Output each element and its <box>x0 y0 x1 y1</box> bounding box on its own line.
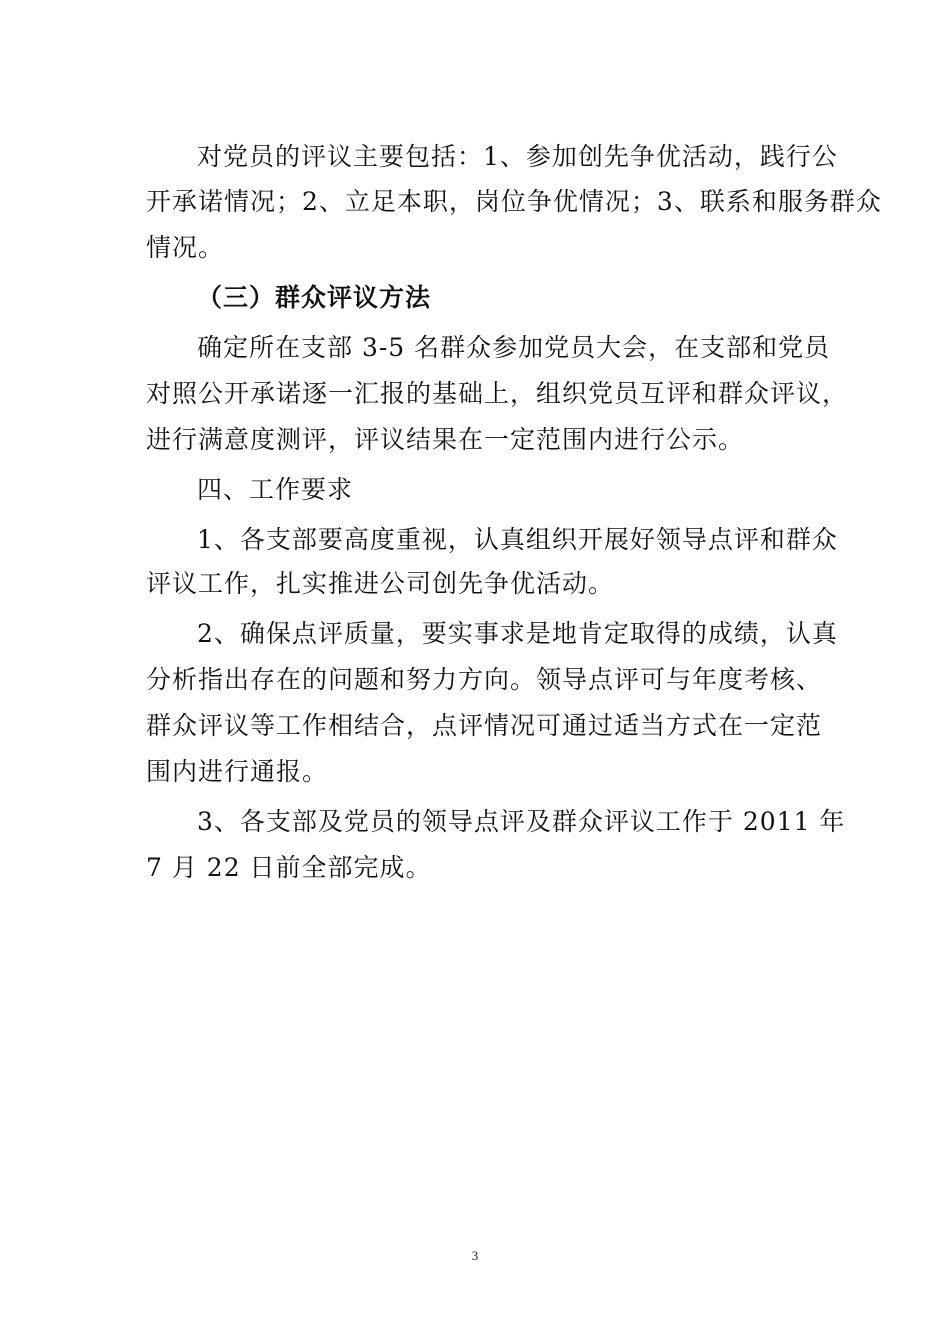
requirement-2-line-1: 2、确保点评质量，要实事求是地肯定取得的成绩，认真 <box>197 619 838 648</box>
requirement-2-line-3: 群众评议等工作相结合，点评情况可通过适当方式在一定范 <box>146 711 823 740</box>
requirement-3-line-2: 7 月 22 日前全部完成。 <box>146 853 432 882</box>
paragraph-method-line-2: 对照公开承诺逐一汇报的基础上，组织党员互评和群众评议， <box>146 379 849 408</box>
paragraph-method-line-1: 确定所在支部 3-5 名群众参加党员大会，在支部和党员 <box>197 333 831 362</box>
section-heading-work-requirements: 四、工作要求 <box>197 475 354 504</box>
section-heading-mass-evaluation-method: （三）群众评议方法 <box>197 283 432 312</box>
paragraph-evaluation-content-line-2: 开承诺情况；2、立足本职，岗位争优情况；3、联系和服务群众 <box>146 187 882 216</box>
paragraph-evaluation-content-line-1: 对党员的评议主要包括：1、参加创先争优活动，践行公 <box>197 142 838 171</box>
requirement-1-line-1: 1、各支部要高度重视，认真组织开展好领导点评和群众 <box>197 525 838 554</box>
paragraph-evaluation-content-line-3: 情况。 <box>146 233 225 262</box>
requirement-2-line-2: 分析指出存在的问题和努力方向。领导点评可与年度考核、 <box>146 665 823 694</box>
requirement-2-line-4: 围内进行通报。 <box>146 757 329 786</box>
page-number: 3 <box>471 1248 479 1263</box>
paragraph-method-line-3: 进行满意度测评，评议结果在一定范围内进行公示。 <box>146 425 745 454</box>
requirement-1-line-2: 评议工作，扎实推进公司创先争优活动。 <box>146 569 615 598</box>
requirement-3-line-1: 3、各支部及党员的领导点评及群众评议工作于 2011 年 <box>197 807 846 836</box>
